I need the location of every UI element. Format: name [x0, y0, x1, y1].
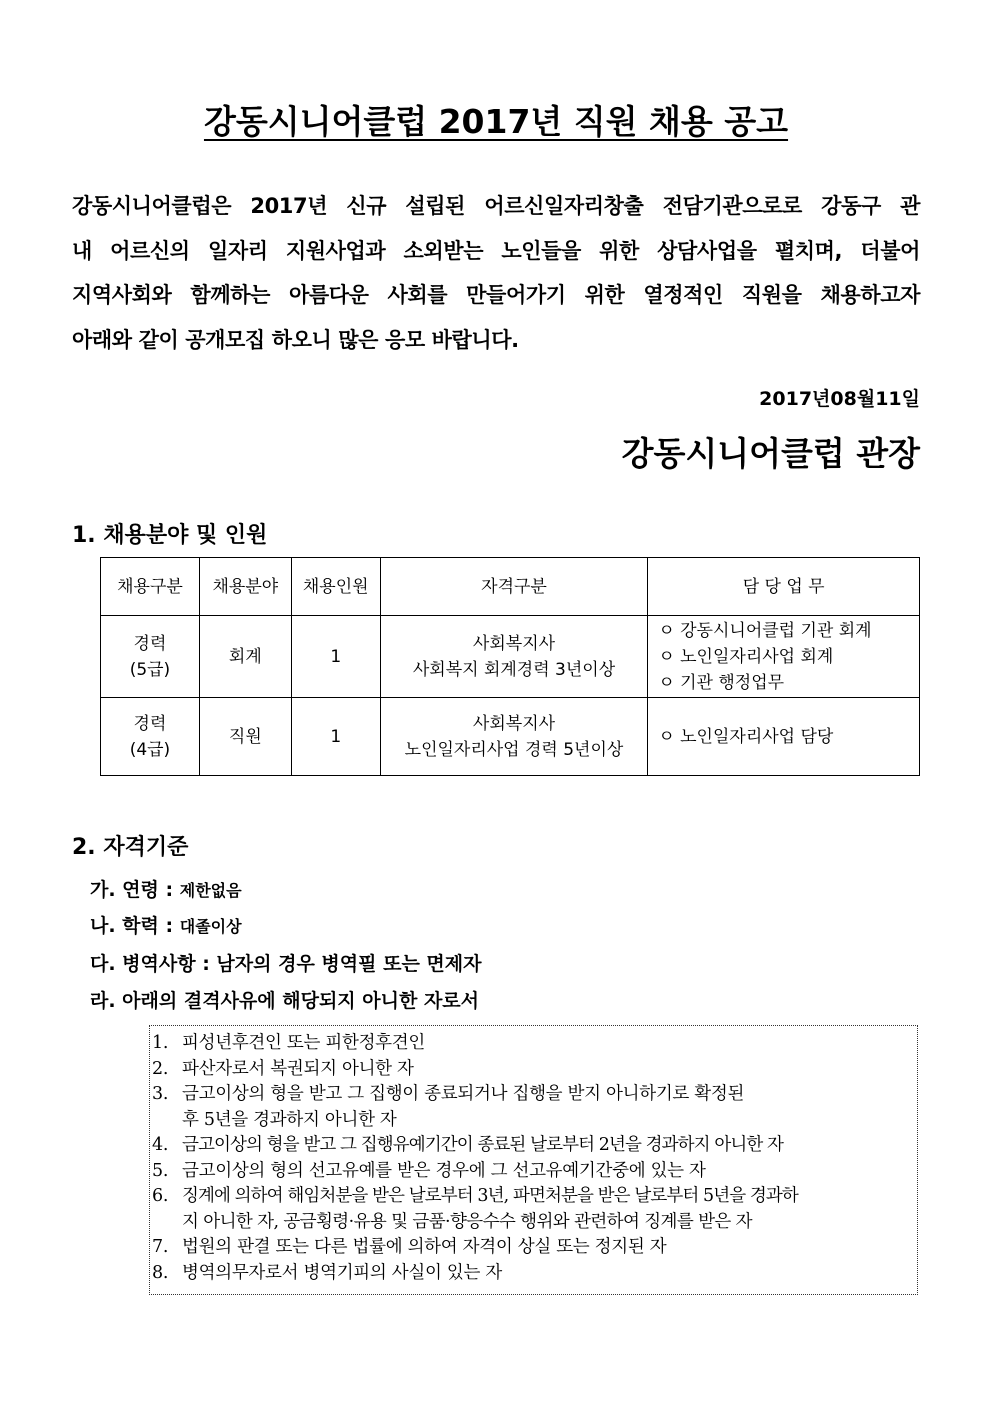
item-text — [182, 1159, 909, 1185]
column-header: 자격구분 — [380, 558, 648, 616]
qualification-line: 노인일자리사업 경력 5년이상 — [404, 739, 624, 760]
page-title — [0, 96, 992, 143]
grade-level: (5급) — [129, 659, 171, 680]
count-cell: 1 — [291, 616, 380, 698]
intro-paragraph — [72, 184, 920, 362]
criteria-military — [90, 949, 482, 976]
list-item — [152, 1235, 909, 1261]
page-title-text: 강동시니어클럽 2017년 직원 채용 공고 — [203, 102, 789, 141]
criteria-age — [90, 875, 242, 902]
intro-line: 아래와 같이 공개모집 하오니 많은 응모 바랍니다. — [72, 327, 519, 352]
qualification-cell — [380, 698, 648, 776]
duties-cell — [648, 698, 920, 776]
field-cell: 회계 — [199, 616, 291, 698]
criteria-value: 대졸이상 — [179, 917, 242, 936]
grade-text: 경력 — [133, 633, 167, 654]
item-text — [182, 1261, 909, 1287]
item-text — [182, 1184, 909, 1235]
list-item — [152, 1159, 909, 1185]
item-number: 4. — [152, 1135, 169, 1155]
disqualification-list — [149, 1025, 918, 1295]
table-row — [101, 616, 920, 698]
criteria-label: 나. 학력 : — [90, 915, 180, 937]
criteria-disqualification — [90, 986, 479, 1013]
criteria-education — [90, 911, 242, 938]
list-item — [152, 1184, 909, 1235]
duty-item: ㅇ 노인일자리사업 담당 — [658, 726, 834, 747]
item-line: 피성년후견인 또는 피한정후견인 — [182, 1033, 425, 1053]
item-line: 병역의무자로서 병역기피의 사실이 있는 자 — [182, 1262, 502, 1283]
recruitment-table — [100, 557, 920, 776]
list-item — [152, 1031, 909, 1057]
item-text — [182, 1235, 909, 1261]
count-cell: 1 — [291, 698, 380, 776]
item-line: 징계에 의하여 해임처분을 받은 날로부터 3년, 파면처분을 받은 날로부터 5년을 경과하 — [182, 1186, 798, 1206]
criteria-label: 라. 아래의 결격사유에 해당되지 아니한 자로서 — [90, 990, 480, 1012]
criteria-value: 제한없음 — [179, 881, 242, 900]
qualification-line: 사회복지 회계경력 3년이상 — [412, 659, 616, 680]
item-text — [182, 1133, 909, 1159]
qualification-line: 사회복지사 — [472, 713, 556, 734]
item-line: 지 아니한 자, 공금횡령·유용 및 금품·향응수수 행위와 관련하여 징계를 받은 자 — [182, 1211, 752, 1232]
field-cell: 직원 — [199, 698, 291, 776]
section-heading-criteria: 2. 자격기준 — [72, 835, 189, 860]
section-heading-recruitment: 1. 채용분야 및 인원 — [72, 523, 268, 548]
duty-item: ㅇ 기관 행정업무 — [658, 672, 785, 693]
intro-line: 강동시니어클럽은 2017년 신규 설립된 어르신일자리창출 전담기관으로로 강동구 관 — [72, 194, 920, 218]
duty-item: ㅇ 노인일자리사업 회계 — [658, 646, 834, 667]
intro-line: 내 어르신의 일자리 지원사업과 소외받는 노인들을 위한 상담사업을 펼치며, 더불어 — [72, 238, 920, 263]
duties-cell — [648, 616, 920, 698]
item-line: 법원의 판결 또는 다른 법률에 의하여 자격이 상실 또는 정지된 자 — [182, 1237, 667, 1257]
qualification-line: 사회복지사 — [472, 633, 556, 654]
list-item — [152, 1082, 909, 1133]
signatory: 강동시니어클럽 관장 — [621, 434, 920, 473]
item-line: 금고이상의 형의 선고유예를 받은 경우에 그 선고유예기간중에 있는 자 — [182, 1160, 706, 1181]
intro-line: 지역사회와 함께하는 아름다운 사회를 만들어가기 위한 열정적인 직원을 채용하고자 — [72, 283, 920, 307]
column-header: 채용구분 — [101, 558, 200, 616]
criteria-label: 가. 연령 : — [90, 879, 180, 901]
table-header-row — [101, 558, 920, 616]
list-item — [152, 1261, 909, 1287]
grade-cell — [101, 616, 200, 698]
item-number: 5. — [152, 1160, 169, 1181]
grade-text: 경력 — [133, 713, 167, 734]
item-line: 후 5년을 경과하지 아니한 자 — [182, 1109, 397, 1130]
grade-cell — [101, 698, 200, 776]
item-text — [182, 1031, 909, 1057]
item-line: 금고이상의 형을 받고 그 집행유예기간이 종료된 날로부터 2년을 경과하지 아니한 자 — [182, 1135, 784, 1155]
grade-level: (4급) — [129, 739, 171, 760]
item-number: 8. — [152, 1262, 169, 1283]
qualification-cell — [380, 616, 648, 698]
column-header: 채용분야 — [199, 558, 291, 616]
item-number: 2. — [152, 1058, 169, 1079]
list-item — [152, 1057, 909, 1083]
item-text — [182, 1082, 909, 1133]
column-header: 채용인원 — [291, 558, 380, 616]
item-number: 1. — [152, 1033, 169, 1053]
notice-date: 2017년08월11일 — [759, 388, 920, 410]
item-number: 6. — [152, 1186, 169, 1206]
item-line: 금고이상의 형을 받고 그 집행이 종료되거나 집행을 받지 아니하기로 확정된 — [182, 1084, 745, 1104]
list-item — [152, 1133, 909, 1159]
column-header: 담 당 업 무 — [648, 558, 920, 616]
item-number: 3. — [152, 1084, 169, 1104]
item-line: 파산자로서 복권되지 아니한 자 — [182, 1058, 414, 1079]
criteria-label: 다. 병역사항 : 남자의 경우 병역필 또는 면제자 — [90, 953, 482, 975]
duty-item: ㅇ 강동시니어클럽 기관 회계 — [658, 620, 872, 641]
table-row — [101, 698, 920, 776]
item-text — [182, 1057, 909, 1083]
item-number: 7. — [152, 1237, 169, 1257]
